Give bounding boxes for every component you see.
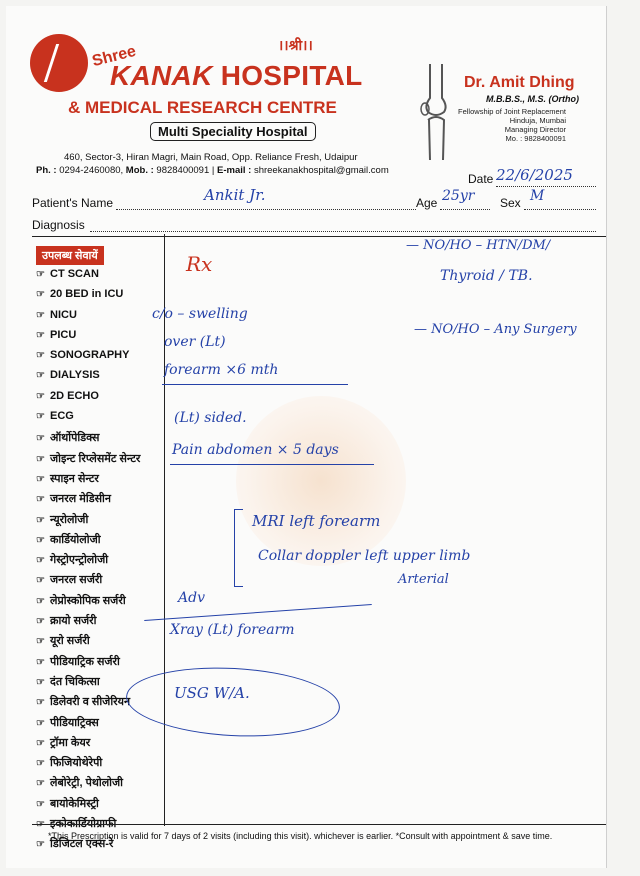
- pointing-hand-icon: ☞: [36, 575, 45, 587]
- pointing-hand-icon: ☞: [36, 656, 45, 668]
- service-label: फिजियोथेरेपी: [50, 757, 103, 770]
- doctor-role: Managing Director: [504, 125, 566, 134]
- service-label: बायोकेमिस्ट्री: [50, 797, 99, 810]
- hospital-subtitle: & MEDICAL RESEARCH CENTRE: [68, 98, 337, 117]
- history-line-2: Thyroid / TB.: [440, 268, 533, 284]
- doctor-fellowship-place: Hinduja, Mumbai: [509, 116, 566, 125]
- service-label: डिलेवरी व सीजेरियन: [50, 696, 131, 709]
- service-label: CT SCAN: [50, 268, 99, 280]
- service-item: [36, 613, 140, 633]
- service-label: पीडियाट्रिक्स: [50, 716, 99, 729]
- service-label: SONOGRAPHY: [50, 349, 130, 362]
- service-item: [36, 796, 140, 816]
- service-item: [36, 633, 140, 653]
- adv-label: Adv: [178, 590, 205, 606]
- doctor-details: [458, 107, 566, 143]
- speciality-badge: Multi Speciality Hospital: [150, 122, 316, 141]
- footer-note: *This Prescription is valid for 7 days of 2 visits (including this visit). whichever is earlier. *Consult with appointment & save time.: [48, 831, 553, 841]
- service-label: ऑर्थोपेडिक्स: [50, 432, 100, 445]
- pointing-hand-icon: ☞: [36, 778, 45, 790]
- history-line-1: — NO/HO – HTN/DM/: [406, 238, 551, 253]
- date-label: Date: [468, 172, 494, 186]
- pointing-hand-icon: ☞: [36, 798, 45, 810]
- service-item: [36, 593, 140, 613]
- service-item: [36, 674, 140, 694]
- hospital-logo-icon: [30, 34, 88, 92]
- service-item: [36, 715, 140, 735]
- service-item: [36, 694, 140, 714]
- complaint-line-2: over (Lt): [164, 334, 226, 350]
- service-item: [36, 329, 140, 349]
- service-label: लेप्रोस्कोपिक सर्जरी: [50, 594, 126, 607]
- shri-header: ।।श्री।।: [278, 37, 313, 53]
- complaint-underline-2: [170, 464, 374, 465]
- sex-label: Sex: [500, 196, 521, 210]
- complaint-line-5: Pain abdomen × 5 days: [172, 442, 339, 458]
- service-item: [36, 390, 140, 410]
- service-item: [36, 654, 140, 674]
- pointing-hand-icon: ☞: [36, 370, 45, 382]
- age-line: [440, 209, 490, 210]
- service-label: डिजिटल एक्स-रे: [50, 838, 114, 851]
- sex-line: [524, 209, 596, 210]
- service-label: जोइन्ट रिप्लेसमेंट सेन्टर: [50, 452, 141, 465]
- xray-advice: Xray (Lt) forearm: [170, 622, 295, 638]
- service-item: [36, 309, 140, 329]
- pointing-hand-icon: ☞: [36, 473, 45, 485]
- patient-name-value: Ankit Jr.: [204, 186, 266, 204]
- mobile-label: Mob. :: [125, 165, 154, 176]
- service-item: [36, 775, 140, 795]
- service-label: गेस्ट्रोएन्ट्रोलोजी: [50, 554, 109, 567]
- doctor-degrees: M.B.B.S., M.S. (Ortho): [486, 94, 579, 104]
- patient-name-line: [116, 209, 416, 210]
- services-list: [36, 268, 140, 857]
- service-label: इकोकार्डियोग्राफी: [50, 818, 117, 831]
- age-value: 25yr: [442, 188, 475, 204]
- pointing-hand-icon: ☞: [36, 717, 45, 729]
- service-label: लेबोरेट्री, पेथोलोजी: [50, 777, 124, 790]
- complaint-line-1: c/o – swelling: [152, 306, 248, 322]
- diagnosis-label: Diagnosis: [32, 218, 85, 232]
- prescription-sheet: [6, 6, 607, 868]
- service-label: 2D ECHO: [50, 389, 99, 402]
- service-label: न्यूरोलोजी: [50, 513, 89, 526]
- advice-line-1: MRI left forearm: [252, 512, 381, 530]
- doctor-mobile: Mo. : 9828400091: [505, 134, 566, 143]
- pointing-hand-icon: ☞: [36, 616, 45, 628]
- hospital-contact: Ph. : 0294-2460080, Mob. : 9828400091 | E-mail : shreekanakhospital@gmail.com: [36, 165, 389, 176]
- knee-joint-icon: [416, 64, 456, 160]
- advice-bracket: [234, 509, 243, 587]
- complaint-line-3: forearm ×6 mth: [164, 362, 279, 378]
- hospital-name-italic: KANAK: [110, 60, 213, 91]
- service-item: [36, 288, 140, 308]
- pointing-hand-icon: ☞: [36, 758, 45, 770]
- complaint-underline: [162, 384, 348, 385]
- usg-circle: [124, 662, 341, 741]
- doctor-fellowship: Fellowship of Joint Replacement: [458, 107, 566, 116]
- advice-line-3: Arterial: [398, 572, 449, 587]
- pointing-hand-icon: ☞: [36, 514, 45, 526]
- pointing-hand-icon: ☞: [36, 676, 45, 688]
- service-item: [36, 471, 140, 491]
- services-divider: [164, 234, 165, 826]
- pointing-hand-icon: ☞: [36, 697, 45, 709]
- service-item: [36, 512, 140, 532]
- service-label: ECG: [50, 410, 74, 423]
- pointing-hand-icon: ☞: [36, 329, 45, 341]
- hospital-address: 460, Sector-3, Hiran Magri, Main Road, Opp. Reliance Fresh, Udaipur: [64, 152, 358, 163]
- pointing-hand-icon: ☞: [36, 390, 45, 402]
- service-label: दंत चिकित्सा: [50, 675, 100, 688]
- pointing-hand-icon: ☞: [36, 737, 45, 749]
- phone-label: Ph. :: [36, 165, 57, 176]
- mobile-number: 9828400091: [156, 165, 210, 176]
- service-item: [36, 369, 140, 389]
- pointing-hand-icon: ☞: [36, 433, 45, 445]
- pointing-hand-icon: ☞: [36, 289, 45, 301]
- pointing-hand-icon: ☞: [36, 819, 45, 831]
- service-label: जनरल सर्जरी: [50, 574, 103, 587]
- pointing-hand-icon: ☞: [36, 636, 45, 648]
- pointing-hand-icon: ☞: [36, 555, 45, 567]
- service-label: DIALYSIS: [50, 369, 100, 382]
- service-label: स्पाइन सेन्टर: [50, 472, 99, 485]
- service-label: यूरो सर्जरी: [50, 635, 90, 648]
- usg-advice: USG W/A.: [174, 684, 250, 702]
- service-label: पीडियाट्रिक सर्जरी: [50, 655, 120, 668]
- date-value: 22/6/2025: [496, 166, 573, 184]
- advice-line-2: Collar doppler left upper limb: [258, 548, 471, 564]
- pointing-hand-icon: ☞: [36, 411, 45, 423]
- adv-divider: [144, 604, 372, 621]
- diagnosis-line: [90, 231, 596, 232]
- services-heading: उपलब्ध सेवायें: [36, 246, 104, 265]
- shree-label: Shree: [90, 42, 138, 71]
- complaint-line-4: (Lt) sided.: [174, 410, 247, 426]
- service-item: [36, 491, 140, 511]
- pointing-hand-icon: ☞: [36, 839, 45, 851]
- service-item: [36, 755, 140, 775]
- date-line: [496, 186, 596, 187]
- service-label: ट्रॉमा केयर: [50, 736, 91, 749]
- service-item: [36, 572, 140, 592]
- service-item: [36, 349, 140, 369]
- sex-value: M: [530, 188, 545, 204]
- pointing-hand-icon: ☞: [36, 269, 45, 280]
- watermark-emblem: [236, 396, 406, 566]
- hospital-name: [110, 60, 363, 92]
- phone-number: 0294-2460080,: [59, 165, 124, 176]
- service-item: [36, 552, 140, 572]
- service-item: [36, 451, 140, 471]
- pointing-hand-icon: ☞: [36, 595, 45, 607]
- service-label: 20 BED in ICU: [50, 288, 124, 301]
- footer-divider: [32, 824, 606, 825]
- service-item: [36, 735, 140, 755]
- header-divider: [32, 236, 606, 237]
- rx-symbol: Rx: [186, 252, 213, 276]
- service-label: कार्डियोलोजी: [50, 533, 101, 546]
- service-label: NICU: [50, 308, 77, 321]
- service-item: [36, 268, 140, 288]
- age-label: Age: [416, 196, 438, 210]
- pointing-hand-icon: ☞: [36, 494, 45, 506]
- service-label: क्रायो सर्जरी: [50, 615, 97, 628]
- service-item: [36, 532, 140, 552]
- pointing-hand-icon: ☞: [36, 350, 45, 362]
- hospital-name-rest: HOSPITAL: [220, 60, 363, 91]
- email-address: shreekanakhospital@gmail.com: [253, 165, 389, 176]
- service-item: [36, 430, 140, 450]
- doctor-name: Dr. Amit Dhing: [464, 74, 575, 91]
- pointing-hand-icon: ☞: [36, 309, 45, 321]
- service-label: जनरल मेडिसीन: [50, 493, 111, 506]
- pointing-hand-icon: ☞: [36, 534, 45, 546]
- history-line-3: — NO/HO – Any Surgery: [414, 322, 577, 337]
- patient-name-label: Patient's Name: [32, 196, 113, 210]
- service-label: PICU: [50, 328, 77, 341]
- service-item: [36, 410, 140, 430]
- email-label: E-mail :: [217, 165, 252, 176]
- pointing-hand-icon: ☞: [36, 453, 45, 465]
